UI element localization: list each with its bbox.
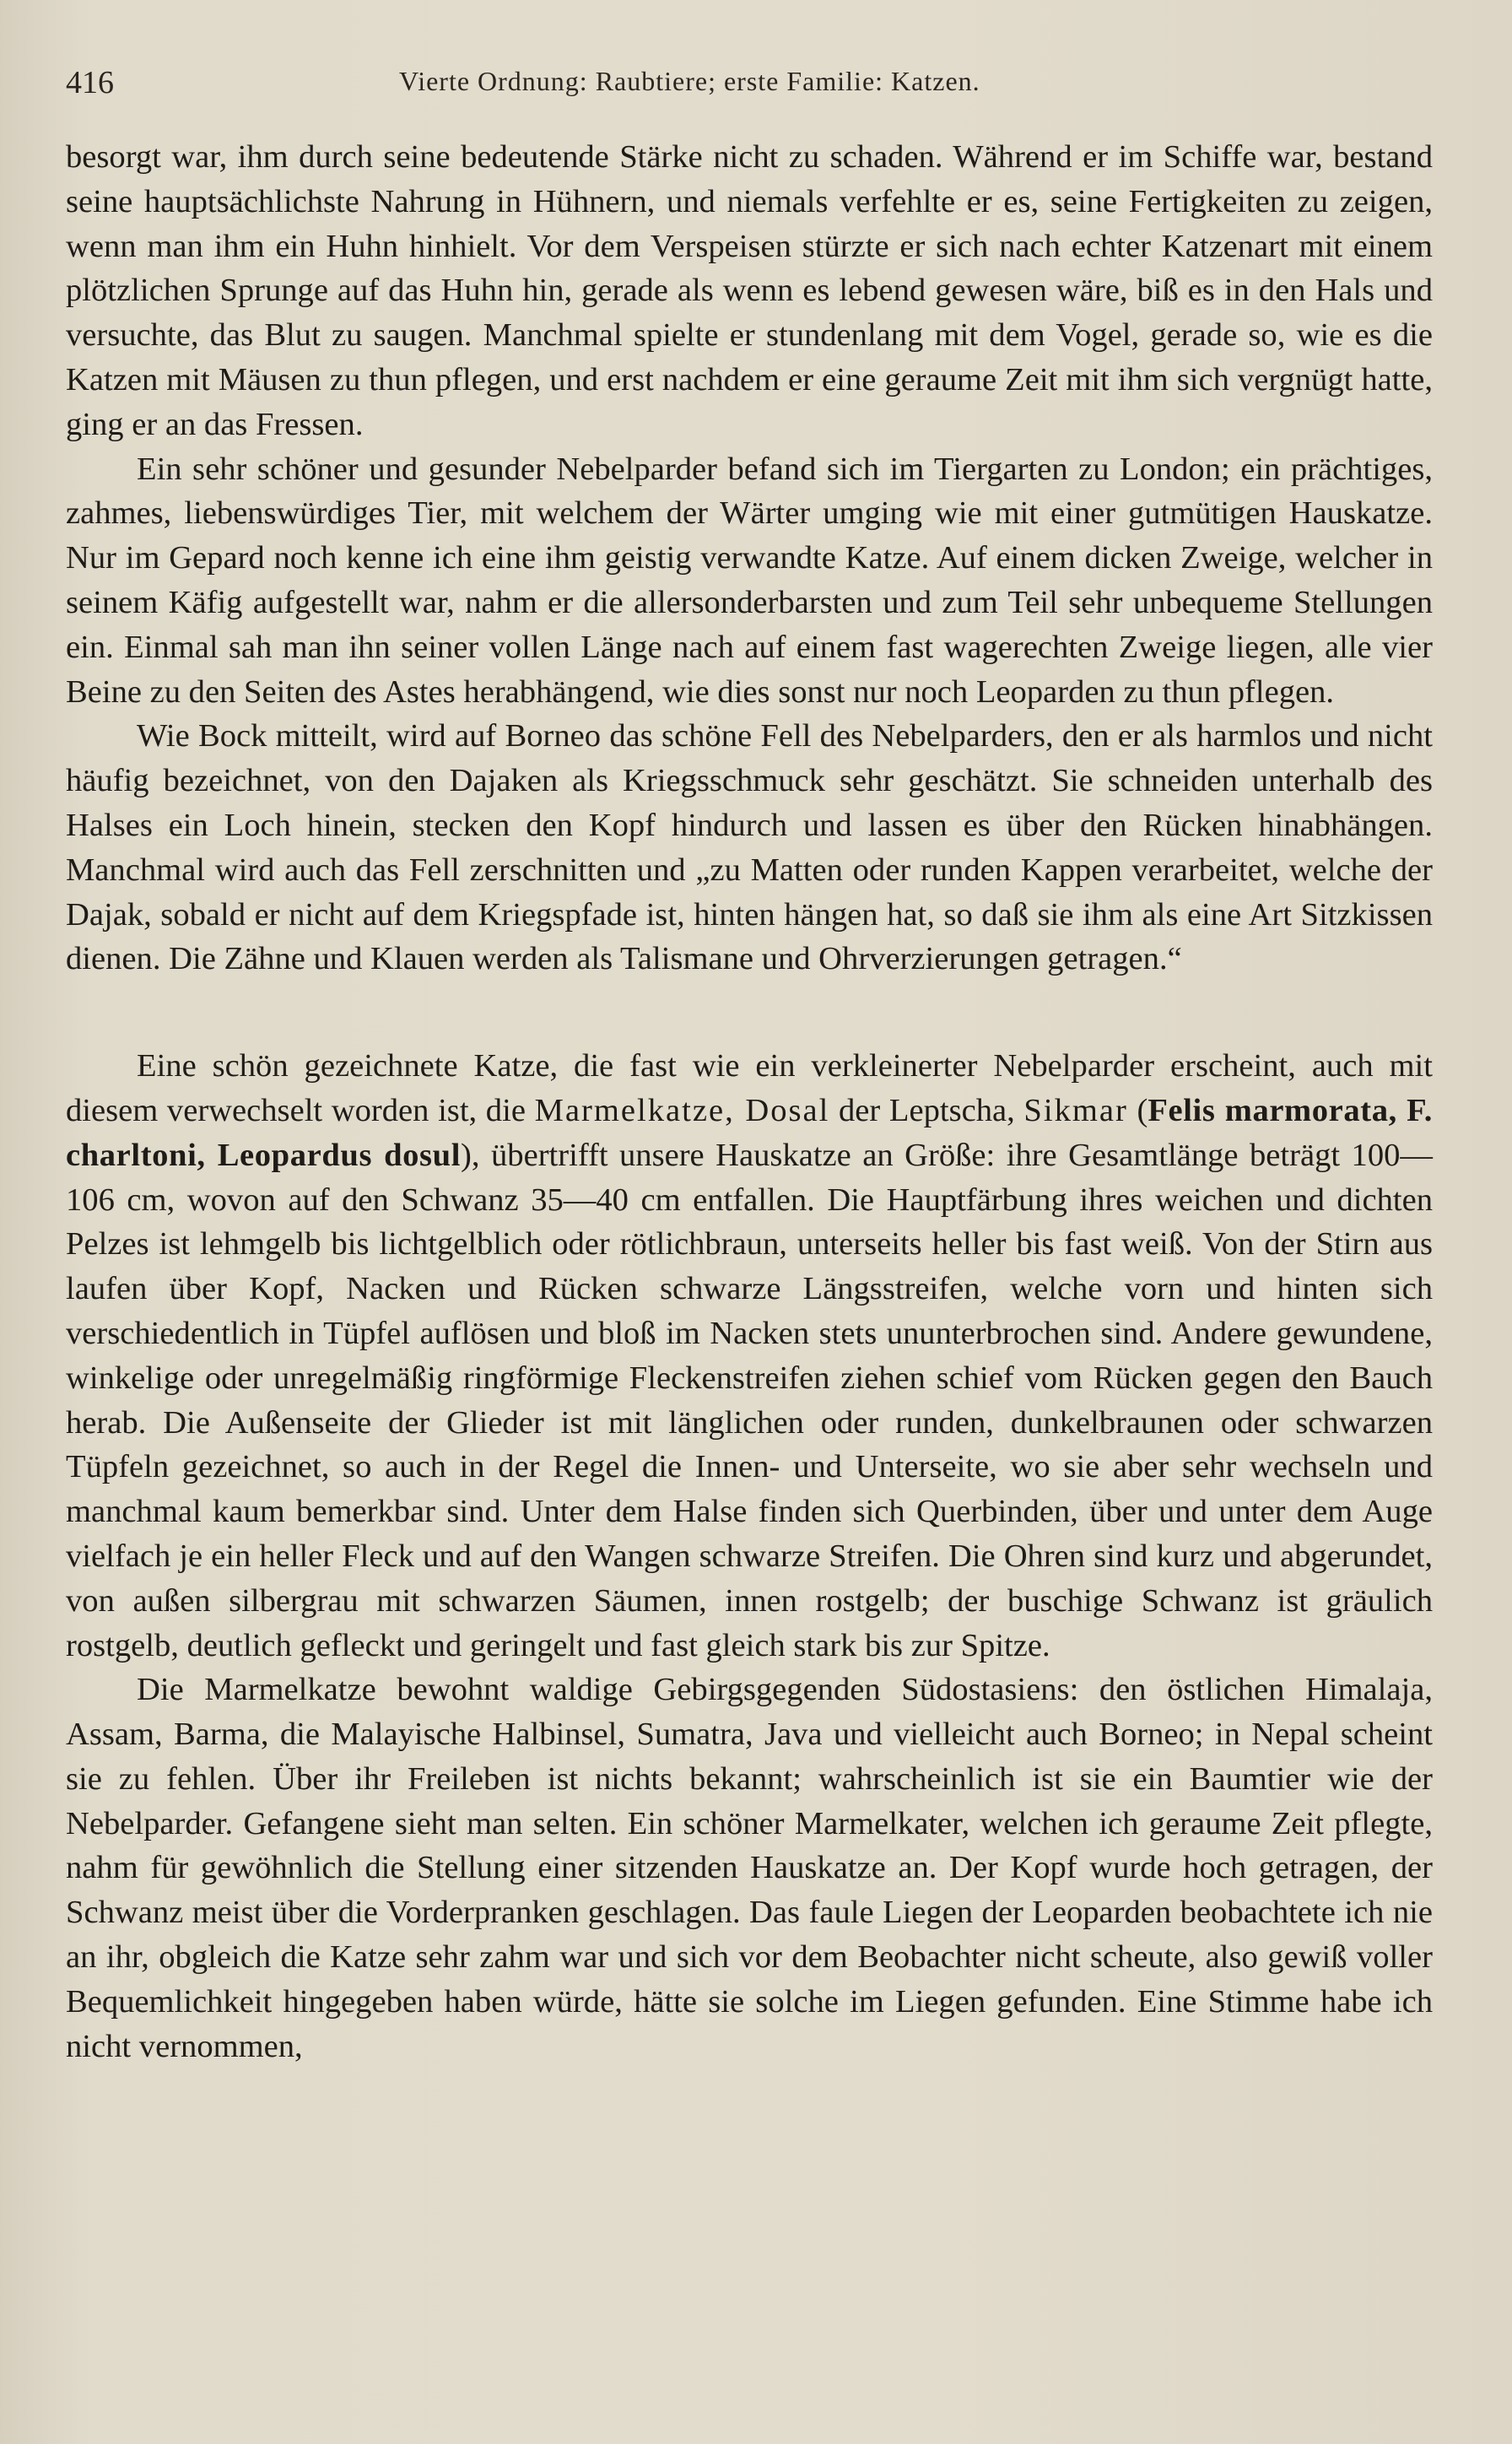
page-header	[66, 59, 1444, 110]
paragraph-4-local-name: Sikmar	[1023, 1092, 1128, 1128]
running-title: Vierte Ordnung: Raubtiere; erste Familie: Katzen.	[399, 66, 980, 96]
paragraph-2: Ein sehr schöner und gesunder Nebelparder befand sich im Tiergarten zu London; ein prächtiges, zahmes, liebenswürdiges Tier, mit welchem der Wärter umging wie mit einer gutmütigen Hauskatze. Nur im Gepard noch kenne ich eine ihm geistig verwandte Katze. Auf einem dicken Zweige, welcher in seinem Käfig aufgestellt war, nahm er die allersonderbarsten und zum Teil sehr unbequeme Stellungen ein. Einmal sah man ihn seiner vollen Länge nach auf einem fast wagerechten Zweige liegen, alle vier Beine zu den Seiten des Astes herabhängend, wie dies sonst nur noch Leoparden zu thun pflegen.	[66, 451, 1433, 710]
paragraph-1: besorgt war, ihm durch seine bedeutende Stärke nicht zu schaden. Während er im Schiffe war, bestand seine hauptsächlichste Nahrung in Hühnern, und niemals verfehlte er es, seine Fertigkeiten zu zeigen, wenn man ihm ein Huhn hinhielt. Vor dem Verspeisen stürzte er sich nach echter Katzenart mit einem plötzlichen Sprunge auf das Huhn hin, gerade als wenn es lebend gewesen wäre, biß es in den Hals und versuchte, das Blut zu saugen. Manchmal spielte er stundenlang mit dem Vogel, gerade so, wie es die Katzen mit Mäusen zu thun pflegen, und erst nachdem er eine geraume Zeit mit ihm sich vergnügt hatte, ging er an das Fressen.	[66, 139, 1433, 442]
paragraph-4-text-3: ), übertrifft unsere Hauskatze an Größe: ihre Gesamtlänge beträgt 100—106 cm, wovon auf den Schwanz 35—40 cm entfallen. Die Hauptfärbung ihres weichen und dichten Pelzes ist lehmgelb bis lichtgelblich oder rötlichbraun, unterseits heller bis fast weiß. Von der Stirn aus laufen über Kopf, Nacken und Rücken schwarze Längsstreifen, welche vorn und hinten sich verschiedentlich in Tüpfel auflösen und bloß im Nacken stets ununterbrochen sind. Andere gewundene, winkelige oder unregelmäßig ringförmige Fleckenstreifen ziehen schief vom Rücken gegen den Bauch herab. Die Außenseite der Glieder ist mit länglichen oder runden, dunkelbraunen oder schwarzen Tüpfeln gezeichnet, so auch in der Regel die Innen- und Unterseite, wo sie aber sehr wechseln und manchmal kaum bemerkbar sind. Unter dem Halse finden sich Querbinden, über und unter dem Auge vielfach je ein heller Fleck und auf den Wangen schwarze Streifen. Die Ohren sind kurz und abgerundet, von außen silbergrau mit schwarzen Säumen, innen rostgelb; der buschige Schwanz ist gräulich rostgelb, deutlich gefleckt und geringelt und fast gleich stark bis zur Spitze.	[66, 1137, 1433, 1663]
paragraph-4-text-1: Eine schön gezeichnete Katze, die fast wie ein verkleinerter Nebelparder erscheint, auch mit diesem verwechselt worden ist, die	[66, 1048, 1433, 1128]
paragraph-4-latin-names: Felis marmorata, F. charltoni, Leopardus dosul	[66, 1092, 1433, 1173]
paragraph-4-species-name: Marmelkatze, Dosal	[534, 1092, 830, 1128]
page-body	[66, 135, 1433, 2068]
paragraph-4	[66, 1044, 1433, 1668]
paragraph-5: Die Marmelkatze bewohnt waldige Gebirgsgegenden Südostasiens: den östlichen Himalaja, Assam, Barma, die Malayische Halbinsel, Sumatra, Java und vielleicht auch Borneo; in Nepal scheint sie zu fehlen. Über ihr Freileben ist nichts bekannt; wahrscheinlich ist sie ein Baumtier wie der Nebelparder. Gefangene sieht man selten. Ein schöner Marmelkater, welchen ich geraume Zeit pflegte, nahm für gewöhnlich die Stellung einer sitzenden Hauskatze an. Der Kopf wurde hoch getragen, der Schwanz meist über die Vorderpranken geschlagen. Das faule Liegen der Leoparden beobachtete ich nie an ihr, obgleich die Katze sehr zahm war und sich vor dem Beobachter nicht scheute, also gewiß voller Bequemlichkeit hingegeben haben würde, hätte sie solche im Liegen gefunden. Eine Stimme habe ich nicht vernommen,	[66, 1672, 1433, 2064]
page-number: 416	[66, 65, 114, 100]
section-gap	[66, 981, 1433, 1044]
paragraph-4-paren-open: (	[1127, 1092, 1148, 1128]
paragraph-3: Wie Bock mitteilt, wird auf Borneo das schöne Fell des Nebelparders, den er als harmlos und nicht häufig bezeichnet, von den Dajaken als Kriegsschmuck sehr geschätzt. Sie schneiden unterhalb des Halses ein Loch hinein, stecken den Kopf hindurch und lassen es über den Rücken hinabhängen. Manchmal wird auch das Fell zerschnitten und „zu Matten oder runden Kappen verarbeitet, welche der Dajak, sobald er nicht auf dem Kriegspfade ist, hinten hängen hat, so daß sie ihm als eine Art Sitzkissen dienen. Die Zähne und Klauen werden als Talismane und Ohrverzierungen getragen.“	[66, 718, 1433, 977]
paragraph-4-text-2: der Leptscha,	[829, 1092, 1024, 1128]
